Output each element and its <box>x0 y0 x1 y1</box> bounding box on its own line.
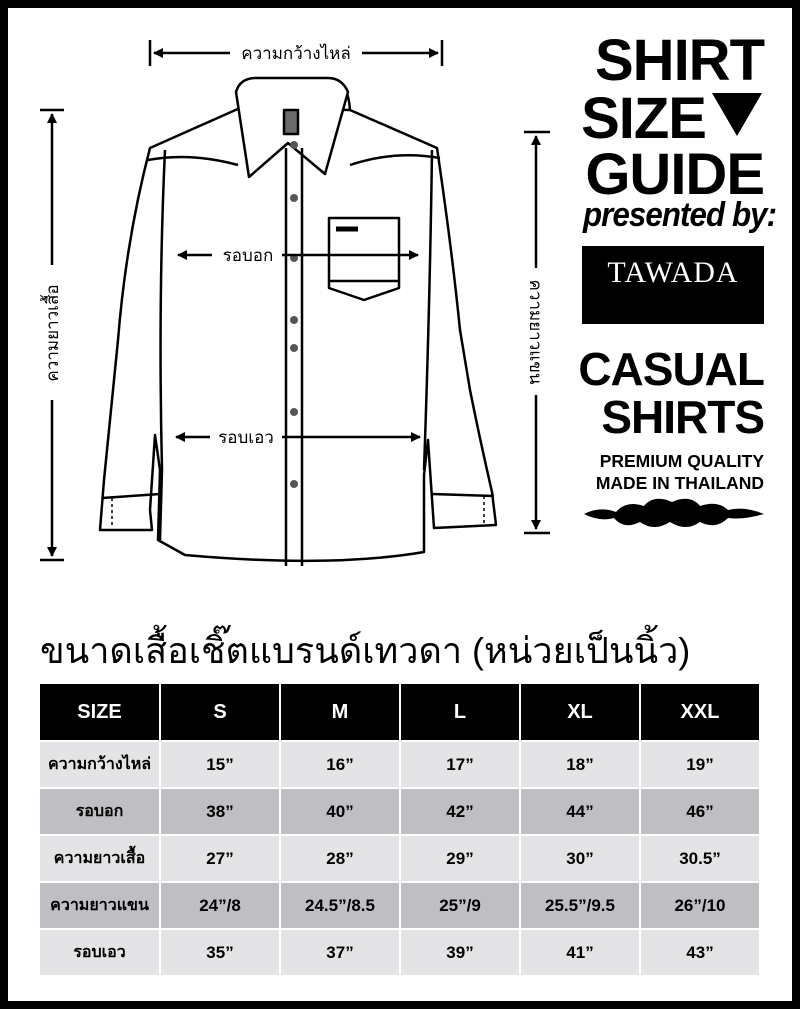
table-row <box>40 789 759 834</box>
waist-label: รอบเอว <box>218 428 274 447</box>
table-cell: 38” <box>161 789 279 834</box>
brand-name: TAWADA <box>607 256 739 289</box>
table-cell: 46” <box>641 789 759 834</box>
table-cell: 18” <box>521 742 639 787</box>
shirt-illustration <box>100 78 496 566</box>
table-cell: 44” <box>521 789 639 834</box>
button-icon <box>290 194 298 202</box>
triangle-down-icon <box>712 93 762 136</box>
tagline-made-in: MADE IN THAILAND <box>595 473 764 493</box>
shirt-length-label: ความยาวเสื้อ <box>43 284 62 382</box>
table-cell: 30” <box>521 836 639 881</box>
header-cell: XL <box>521 684 639 740</box>
table-cell: 16” <box>281 742 399 787</box>
table-cell: 24”/8 <box>161 883 279 928</box>
button-icon <box>290 316 298 324</box>
button-icon <box>290 344 298 352</box>
table-cell: 30.5” <box>641 836 759 881</box>
table-cell: 35” <box>161 930 279 975</box>
table-cell: 43” <box>641 930 759 975</box>
title-size: SIZE <box>581 86 706 151</box>
table-header-row <box>40 684 759 740</box>
title-shirt: SHIRT <box>595 28 764 93</box>
category-casual: CASUAL <box>578 343 764 395</box>
chest-label: รอบอก <box>222 246 274 265</box>
table-cell: 40” <box>281 789 399 834</box>
header-cell: SIZE <box>40 684 159 740</box>
table-cell: 27” <box>161 836 279 881</box>
sleeve-length-label: ความยาวแขน <box>526 279 545 385</box>
table-row <box>40 883 759 928</box>
table-cell: 42” <box>401 789 519 834</box>
table-cell: 25.5”/9.5 <box>521 883 639 928</box>
table-cell: 37” <box>281 930 399 975</box>
table-cell: 29” <box>401 836 519 881</box>
header-cell: L <box>401 684 519 740</box>
table-cell: 24.5”/8.5 <box>281 883 399 928</box>
tagline-premium: PREMIUM QUALITY <box>599 451 764 471</box>
category-shirts: SHIRTS <box>601 391 764 443</box>
button-icon <box>290 408 298 416</box>
cloud-ornament-icon <box>584 499 764 527</box>
table-cell: 26”/10 <box>641 883 759 928</box>
button-icon <box>290 480 298 488</box>
table-row <box>40 930 759 975</box>
table-row <box>40 836 759 881</box>
shoulder-width-label: ความกว้างไหล่ <box>241 44 351 63</box>
table-row <box>40 742 759 787</box>
row-label: รอบอก <box>40 789 159 834</box>
row-label: ความกว้างไหล่ <box>40 742 159 787</box>
table-cell: 41” <box>521 930 639 975</box>
row-label: รอบเอว <box>40 930 159 975</box>
presented-by: presented by: <box>583 196 777 234</box>
table-cell: 25”/9 <box>401 883 519 928</box>
table-cell: 17” <box>401 742 519 787</box>
brand-logo <box>582 246 764 324</box>
row-label: ความยาวเสื้อ <box>40 836 159 881</box>
header-cell: S <box>161 684 279 740</box>
title-guide: GUIDE <box>585 142 764 207</box>
header-cell: M <box>281 684 399 740</box>
button-icon <box>290 141 298 149</box>
table-title: ขนาดเสื้อเชิ๊ตแบรนด์เทวดา (หน่วยเป็นนิ้ว) <box>40 630 691 671</box>
header-cell: XXL <box>641 684 759 740</box>
row-label: ความยาวแขน <box>40 883 159 928</box>
table-cell: 39” <box>401 930 519 975</box>
table-cell: 15” <box>161 742 279 787</box>
table-cell: 28” <box>281 836 399 881</box>
size-table <box>38 682 761 977</box>
table-cell: 19” <box>641 742 759 787</box>
